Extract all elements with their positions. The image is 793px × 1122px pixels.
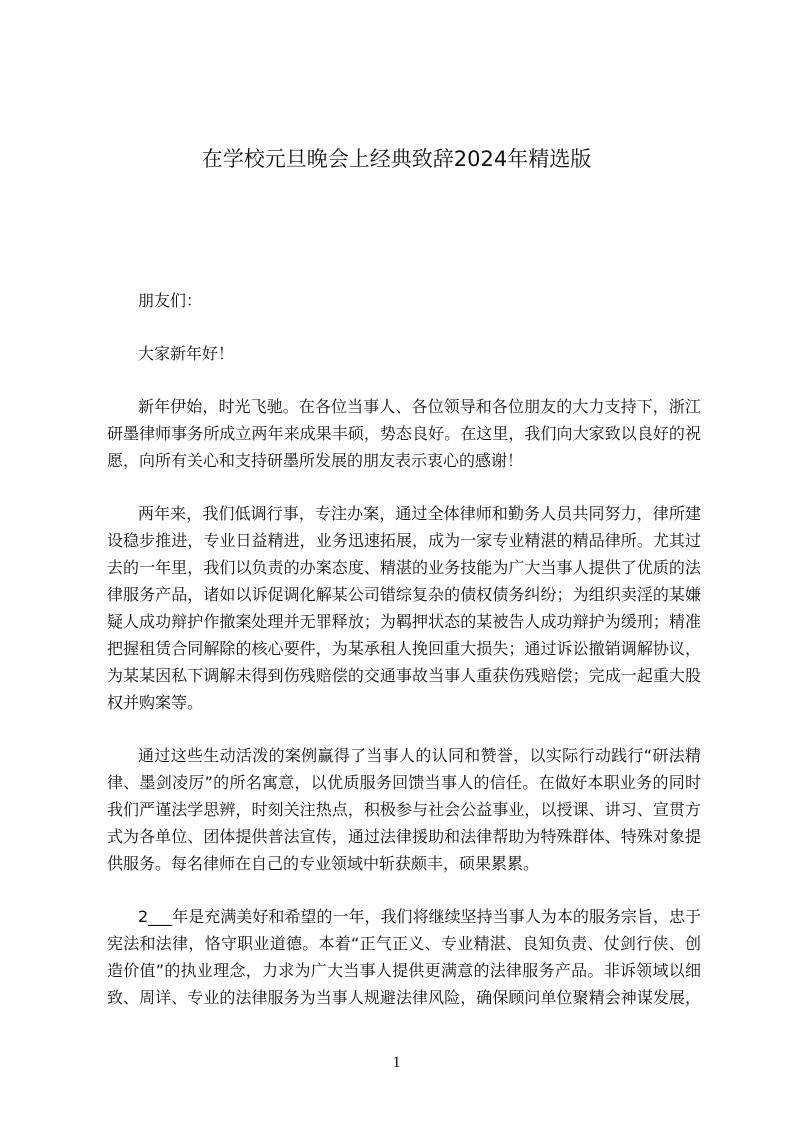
paragraph-line: 去的一年里，我们以负责的办案态度、精湛的业务技能为广大当事人提供了优质的法 [107,558,701,577]
page-number: 1 [392,1054,401,1071]
paragraph-line: 律服务产品，诸如以诉促调化解某公司错综复杂的债权债务纠纷；为组织卖淫的某嫌 [107,585,701,604]
paragraph-line: 通过这些生动活泼的案例赢得了当事人的认同和赞誉，以实际行动践行“研法精 [138,746,701,765]
paragraph-line: 疑人成功辩护作撤案处理并无罪释放；为羁押状态的某被告人成功辩护为缓刑；精准 [107,612,701,631]
paragraph-line: 朋友们： [138,291,203,310]
document-title: 在学校元旦晚会上经典致辞2024年精选版 [201,147,592,171]
paragraph-line: 式为各单位、团体提供普法宣传，通过法律援助和法律帮助为特殊群体、特殊对象提 [107,827,701,846]
paragraph-line: 大家新年好！ [138,344,235,363]
paragraph [107,393,701,474]
paragraph-line: 把握租赁合同解除的核心要件，为某承租人挽回重大损失；通过诉讼撤销调解协议， [107,639,701,658]
paragraph-line: 造价值”的执业理念，力求为广大当事人提供更满意的法律服务产品。非诉领域以细 [107,961,701,980]
paragraph-line: 我们严谨法学思辨，时刻关注热点，积极参与社会公益事业，以授课、讲习、宣贯方 [107,800,701,819]
paragraph-line: 权并购案等。 [107,693,204,712]
document-body [107,287,701,1037]
paragraph-line: 研墨律师事务所成立两年来成果丰硕，势态良好。在这里，我们向大家致以良好的祝 [107,424,701,443]
paragraph [107,500,701,716]
paragraph-line: 愿，向所有关心和支持研墨所发展的朋友表示衷心的感谢！ [107,451,524,470]
paragraph-line: 设稳步推进，专业日益精进，业务迅速拓展，成为一家专业精湛的精品律所。尤其过 [107,531,701,550]
paragraph-line: 致、周详、专业的法律服务为当事人规避法律风险，确保顾问单位聚精会神谋发展， [107,988,701,1007]
paragraph-line: 2___年是充满美好和希望的一年，我们将继续坚持当事人为本的服务宗旨，忠于 [138,907,701,926]
paragraph-line: 供服务。每名律师在自己的专业领域中斩获颇丰，硕果累累。 [107,854,540,873]
paragraph-line: 为某某因私下调解未得到伤残赔偿的交通事故当事人重获伤残赔偿；完成一起重大股 [107,666,701,685]
paragraph [107,742,701,877]
paragraph-line: 新年伊始，时光飞驰。在各位当事人、各位领导和各位朋友的大力支持下，浙江 [138,397,701,416]
paragraph-line: 律、墨剑凌厉”的所名寓意，以优质服务回馈当事人的信任。在做好本职业务的同时 [107,773,701,792]
paragraph-line: 两年来，我们低调行事，专注办案，通过全体律师和勤务人员共同努力，律所建 [138,504,701,523]
paragraph [107,903,701,1011]
paragraph [107,340,701,367]
paragraph [107,287,701,314]
paragraph-line: 宪法和法律，恪守职业道德。本着“正气正义、专业精湛、良知负责、仗剑行侠、创 [107,934,701,953]
